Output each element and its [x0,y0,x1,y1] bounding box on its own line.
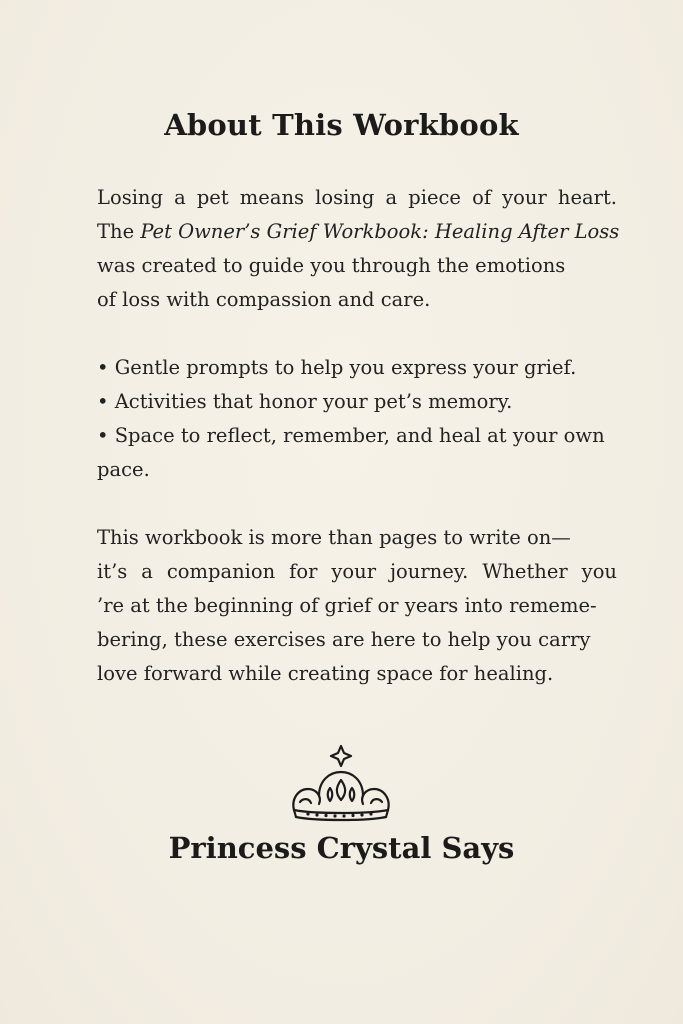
closing-line: love forward while creating space for healing. [97,662,554,685]
list-item: • Gentle prompts to help you express your grief. [97,356,577,379]
closing-line: ’re at the beginning of grief or years into rememe- [97,594,597,617]
list-item: • Space to reflect, remember, and heal at your own [97,424,605,447]
closing-line: This workbook is more than pages to write on— [97,526,571,549]
list-item-continuation: pace. [97,458,150,481]
intro-line: was created to guide you through the emotions [97,254,566,277]
intro-prefix: The [97,220,141,243]
signature: Princess Crystal Says [168,831,515,865]
list-item: • Activities that honor your pet’s memory. [97,390,513,413]
closing-line: bering, these exercises are here to help you carry [97,628,591,651]
page-title: About This Workbook [164,108,519,142]
feature-list [97,351,617,487]
closing-line: it’s a companion for your journey. Whether you [97,560,617,583]
closing-paragraph [97,521,617,691]
crown-icon [286,744,396,822]
intro-line: Losing a pet means losing a piece of your heart. [97,186,617,209]
intro-paragraph [97,181,620,317]
book-title: Pet Owner’s Grief Workbook: Healing After Loss [140,220,620,243]
intro-line: of loss with compassion and care. [97,288,431,311]
intro-line [97,215,620,249]
